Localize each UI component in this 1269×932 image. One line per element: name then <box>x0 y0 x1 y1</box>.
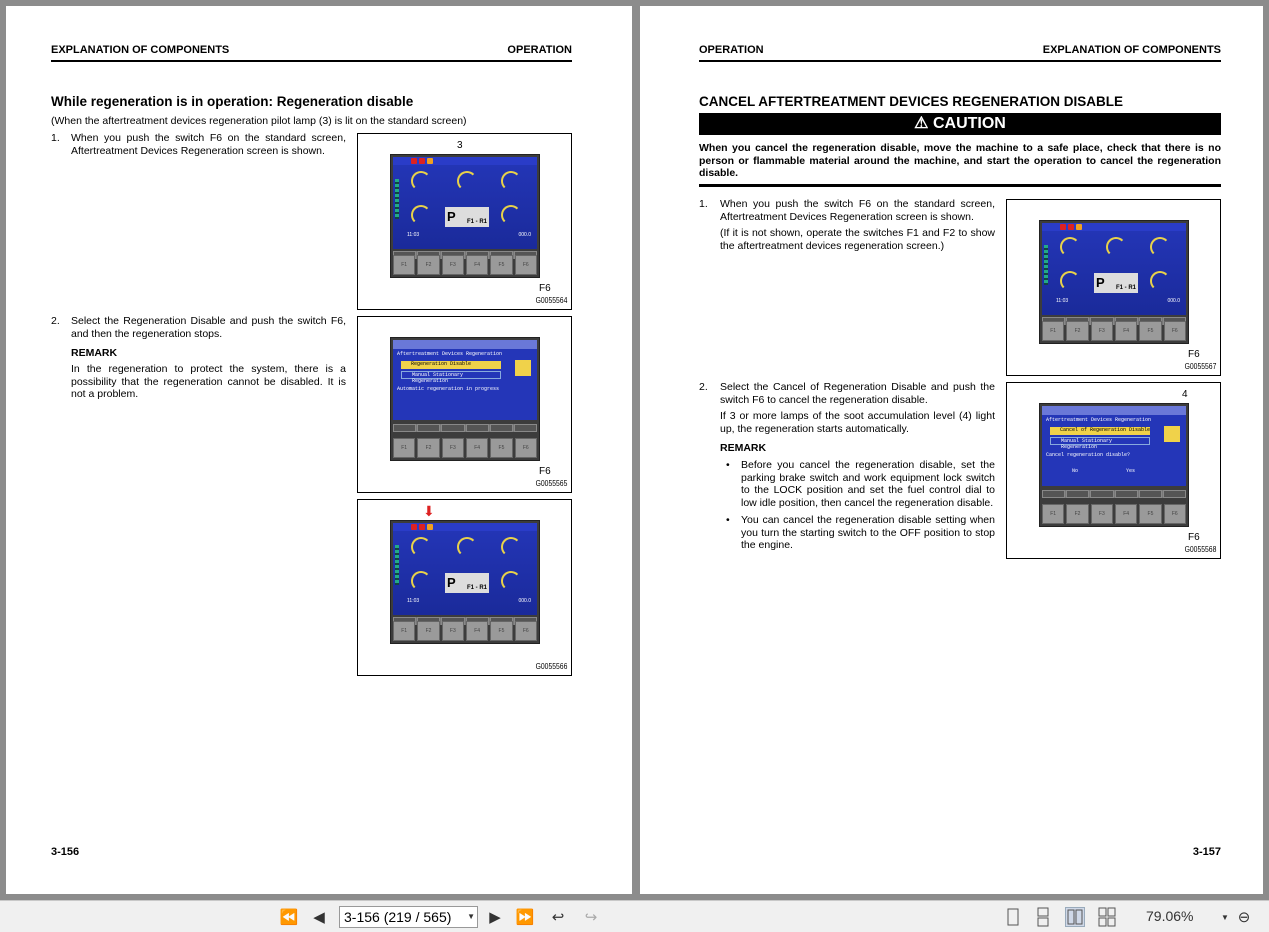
zoom-dropdown-icon[interactable]: ▼ <box>1221 912 1229 922</box>
monitor-panel: Aftertreatment Devices Regeneration Cancel of Regeneration Disable Manual Stationary Regeneration Cancel regeneration disable? No Yes F1 F2 F3 F4 F5 F6 <box>1039 403 1189 527</box>
prev-view-icon[interactable]: ↩ <box>551 909 565 926</box>
step-text: When you push the switch F6 on the standard screen, Aftertreatment Devices Regeneration screen is shown. <box>71 132 346 157</box>
gear-indicator: P F1 - R1 <box>1096 275 1136 291</box>
section-subtitle: (When the aftertreatment devices regeneration pilot lamp (3) is lit on the standard screen) <box>51 115 467 127</box>
bullet-text: You can cancel the regeneration disable setting when you turn the starting switch to the OFF position to stop the engine. <box>741 514 995 551</box>
step-number: 1. <box>51 132 60 144</box>
step-text: When you push the switch F6 on the standard screen, Aftertreatment Devices Regeneration screen is shown. <box>720 198 995 223</box>
figure-id: G0055565 <box>535 479 567 488</box>
figure-id: G0055564 <box>535 296 567 305</box>
warning-triangle-icon: ⚠ <box>914 115 929 132</box>
step-text: Select the Cancel of Regeneration Disable and push the switch F6 to cancel the regeneration disable. <box>720 381 995 406</box>
caution-text: When you cancel the regeneration disable, move the machine to a safe place, check that there is no person or flammable material around the machine, and start the operation to cancel the regeneration disable. <box>699 142 1221 179</box>
next-view-icon[interactable]: ↪ <box>584 909 598 926</box>
figure-standard-screen <box>1006 199 1221 376</box>
callout-label: F6 <box>539 283 551 294</box>
figure-standard-screen <box>357 133 572 310</box>
callout-label: F6 <box>1188 349 1200 360</box>
right-page <box>640 6 1263 894</box>
figure-regeneration-menu <box>357 316 572 493</box>
page-number: 3-157 <box>1192 846 1221 858</box>
regeneration-pilot-lamp <box>427 524 433 530</box>
bullet-dot: • <box>726 459 730 471</box>
gear-indicator: P F1 - R1 <box>447 575 487 591</box>
step-note: If 3 or more lamps of the soot accumulation level (4) light up, the regeneration starts automatically. <box>720 410 995 435</box>
monitor-panel: P F1 - R1 11:03 000.0 F1 F2 F3 F4 F5 F6 <box>1039 220 1189 344</box>
left-page <box>6 6 632 894</box>
two-page-icon[interactable] <box>1065 907 1085 927</box>
header-right: EXPLANATION OF COMPONENTS <box>1042 44 1221 56</box>
figure-cancel-menu <box>1006 382 1221 559</box>
callout-label: 3 <box>457 140 463 151</box>
caution-rule <box>699 184 1221 187</box>
monitor-panel: Aftertreatment Devices Regeneration Regeneration Disable Manual Stationary Regeneration Automatic regeneration in progress F1 F2 F3 F4 F5 F6 <box>390 337 540 461</box>
header-rule <box>51 60 572 62</box>
monitor-screen: P F1 - R1 11:03 000.0 <box>393 157 537 249</box>
header-right: OPERATION <box>507 44 572 56</box>
remark-text: In the regeneration to protect the system, there is a possibility that the regeneration cannot be disabled. It is not a problem. <box>71 363 346 400</box>
arrow-down-icon: ⬇ <box>423 503 435 519</box>
chevron-down-icon[interactable]: ▼ <box>467 912 475 921</box>
figure-id: G0055566 <box>535 662 567 671</box>
caution-banner: ⚠ CAUTION <box>699 113 1221 135</box>
callout-label: 4 <box>1182 389 1188 400</box>
callout-label: F6 <box>1188 532 1200 543</box>
bottom-toolbar <box>0 900 1269 932</box>
page-number-field[interactable]: 3-156 (219 / 565) ▼ <box>339 906 478 928</box>
single-page-icon[interactable] <box>1003 907 1023 927</box>
bullet-text: Before you cancel the regeneration disable, set the parking brake switch and work equipment lock switch to the LOCK position and set the fuel control dial to low idle position, then cancel the regeneration disable. <box>741 459 995 509</box>
figure-id: G0055568 <box>1184 545 1216 554</box>
first-page-icon[interactable]: ⏪ <box>279 909 299 926</box>
gear-indicator: P F1 - R1 <box>447 209 487 225</box>
header-left: OPERATION <box>699 44 764 56</box>
last-page-icon[interactable]: ⏩ <box>515 909 535 926</box>
figure-id: G0055567 <box>1184 362 1216 371</box>
prev-page-icon[interactable]: ◀ <box>313 909 325 926</box>
regeneration-icon <box>1164 426 1180 442</box>
zoom-level[interactable]: 79.06% <box>1146 908 1194 924</box>
step-number: 2. <box>51 315 60 327</box>
callout-label: F6 <box>539 466 551 477</box>
figure-standard-screen-lamp <box>357 499 572 676</box>
zoom-out-icon[interactable]: ⊖ <box>1237 909 1251 926</box>
step-number: 2. <box>699 381 708 393</box>
monitor-panel: P F1 - R1 11:03 000.0 F1 F2 F3 F4 F5 F6 <box>390 154 540 278</box>
continuous-icon[interactable] <box>1033 907 1053 927</box>
regeneration-icon <box>515 360 531 376</box>
bullet-dot: • <box>726 514 730 526</box>
header-rule <box>699 60 1221 62</box>
section-title: While regeneration is in operation: Regeneration disable <box>51 94 414 109</box>
next-page-icon[interactable]: ▶ <box>489 909 501 926</box>
step-text: Select the Regeneration Disable and push the switch F6, and then the regeneration stops. <box>71 315 346 340</box>
remark-label: REMARK <box>71 347 118 359</box>
two-page-continuous-icon[interactable] <box>1097 907 1117 927</box>
section-title: CANCEL AFTERTREATMENT DEVICES REGENERATION DISABLE <box>699 94 1124 109</box>
page-number: 3-156 <box>51 846 80 858</box>
remark-label: REMARK <box>720 442 767 454</box>
header-left: EXPLANATION OF COMPONENTS <box>51 44 230 56</box>
regeneration-pilot-lamp <box>427 158 433 164</box>
step-note: (If it is not shown, operate the switches F1 and F2 to show the aftertreatment devices regeneration screen.) <box>720 227 995 252</box>
monitor-panel: P F1 - R1 11:03 000.0 F1 F2 F3 F4 F5 F6 <box>390 520 540 644</box>
step-number: 1. <box>699 198 708 210</box>
